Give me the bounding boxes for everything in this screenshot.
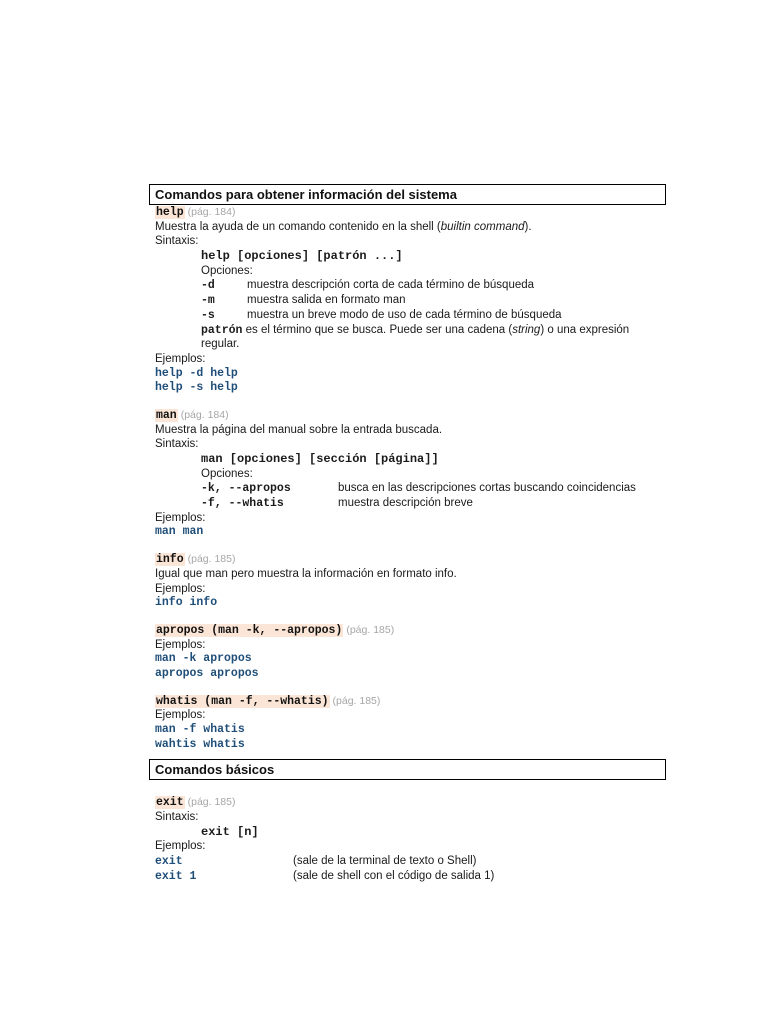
option-row [155, 308, 666, 323]
syntax-label: Sintaxis: [155, 438, 199, 451]
option-row [155, 481, 666, 496]
patron-description-cont: regular. [201, 338, 240, 351]
section-heading-system-info: Comandos para obtener información del sistema [149, 184, 666, 205]
command-heading-help [155, 205, 666, 220]
command-heading-info [155, 552, 666, 567]
example: apropos apropos [155, 666, 259, 680]
option-row [155, 293, 666, 308]
section-heading-basic: Comandos básicos [149, 759, 666, 780]
page-ref: (pág. 184) [180, 408, 229, 421]
option-flag: patrón [201, 323, 243, 337]
command-name: apropos (man -k, --apropos) [156, 623, 343, 637]
example-note: (sale de la terminal de texto o Shell) [293, 855, 477, 868]
syntax: man [opciones] [sección [página]] [201, 452, 439, 466]
command-name: man [156, 408, 177, 422]
description: Muestra la ayuda de un comando contenido en la shell (builtin command). [155, 220, 532, 233]
command-name: whatis (man -f, --whatis) [156, 694, 329, 708]
example: man -k apropos [155, 652, 252, 666]
syntax-label: Sintaxis: [155, 235, 199, 248]
page-ref: (pág. 185) [187, 553, 236, 566]
example: exit 1 [155, 869, 197, 883]
option-text: muestra descripción breve [338, 497, 473, 510]
option-flag: -k, --apropos [201, 482, 291, 496]
example: wahtis whatis [155, 737, 245, 751]
description: Muestra la página del manual sobre la entrada buscada. [155, 423, 443, 436]
option-flag: -f, --whatis [201, 497, 284, 511]
option-row [155, 496, 666, 511]
example-row [155, 869, 666, 884]
examples-label: Ejemplos: [155, 352, 206, 365]
example-note: (sale de shell con el código de salida 1) [293, 869, 495, 882]
example: man man [155, 525, 204, 539]
command-heading-apropos [155, 623, 666, 638]
examples-label: Ejemplos: [155, 709, 206, 722]
example: exit [155, 855, 183, 869]
option-flag: -m [201, 294, 215, 308]
syntax-label: Sintaxis: [155, 811, 199, 824]
option-text: muestra un breve modo de uso de cada término de búsqueda [247, 308, 562, 321]
option-flag: -s [201, 308, 215, 322]
example: man -f whatis [155, 723, 245, 736]
option-text: muestra salida en formato man [247, 294, 406, 307]
example: help -s help [155, 381, 238, 395]
option-flag: -d [201, 279, 215, 293]
command-name: exit [156, 796, 184, 810]
command-name: help [156, 206, 184, 219]
command-heading-exit [155, 795, 666, 810]
command-name: info [156, 553, 184, 567]
command-heading-whatis [155, 694, 666, 709]
example-row [155, 854, 666, 869]
example: info info [155, 596, 218, 610]
examples-label: Ejemplos: [155, 840, 206, 853]
options-label: Opciones: [201, 264, 253, 277]
examples-label: Ejemplos: [155, 638, 206, 651]
page-ref: (pág. 184) [187, 206, 236, 218]
document-body [155, 184, 666, 884]
page-ref: (pág. 185) [346, 623, 395, 636]
syntax: exit [n] [201, 824, 259, 839]
description: Igual que man pero muestra la información en formato info. [155, 567, 457, 580]
option-text: busca en las descripciones cortas buscando coincidencias [338, 482, 636, 495]
page-ref: (pág. 185) [332, 694, 381, 707]
syntax: help [opciones] [patrón ...] [201, 249, 403, 264]
example: help -d help [155, 366, 238, 380]
command-heading-man [155, 408, 666, 423]
options-label: Opciones: [201, 467, 253, 480]
page-ref: (pág. 185) [187, 796, 236, 809]
examples-label: Ejemplos: [155, 511, 206, 524]
option-text: muestra descripción corta de cada término de búsqueda [247, 279, 535, 292]
patron-description: patrón es el término que se busca. Puede ser una cadena (string) o una expresión [201, 323, 630, 337]
examples-label: Ejemplos: [155, 582, 206, 595]
option-row [155, 278, 666, 293]
